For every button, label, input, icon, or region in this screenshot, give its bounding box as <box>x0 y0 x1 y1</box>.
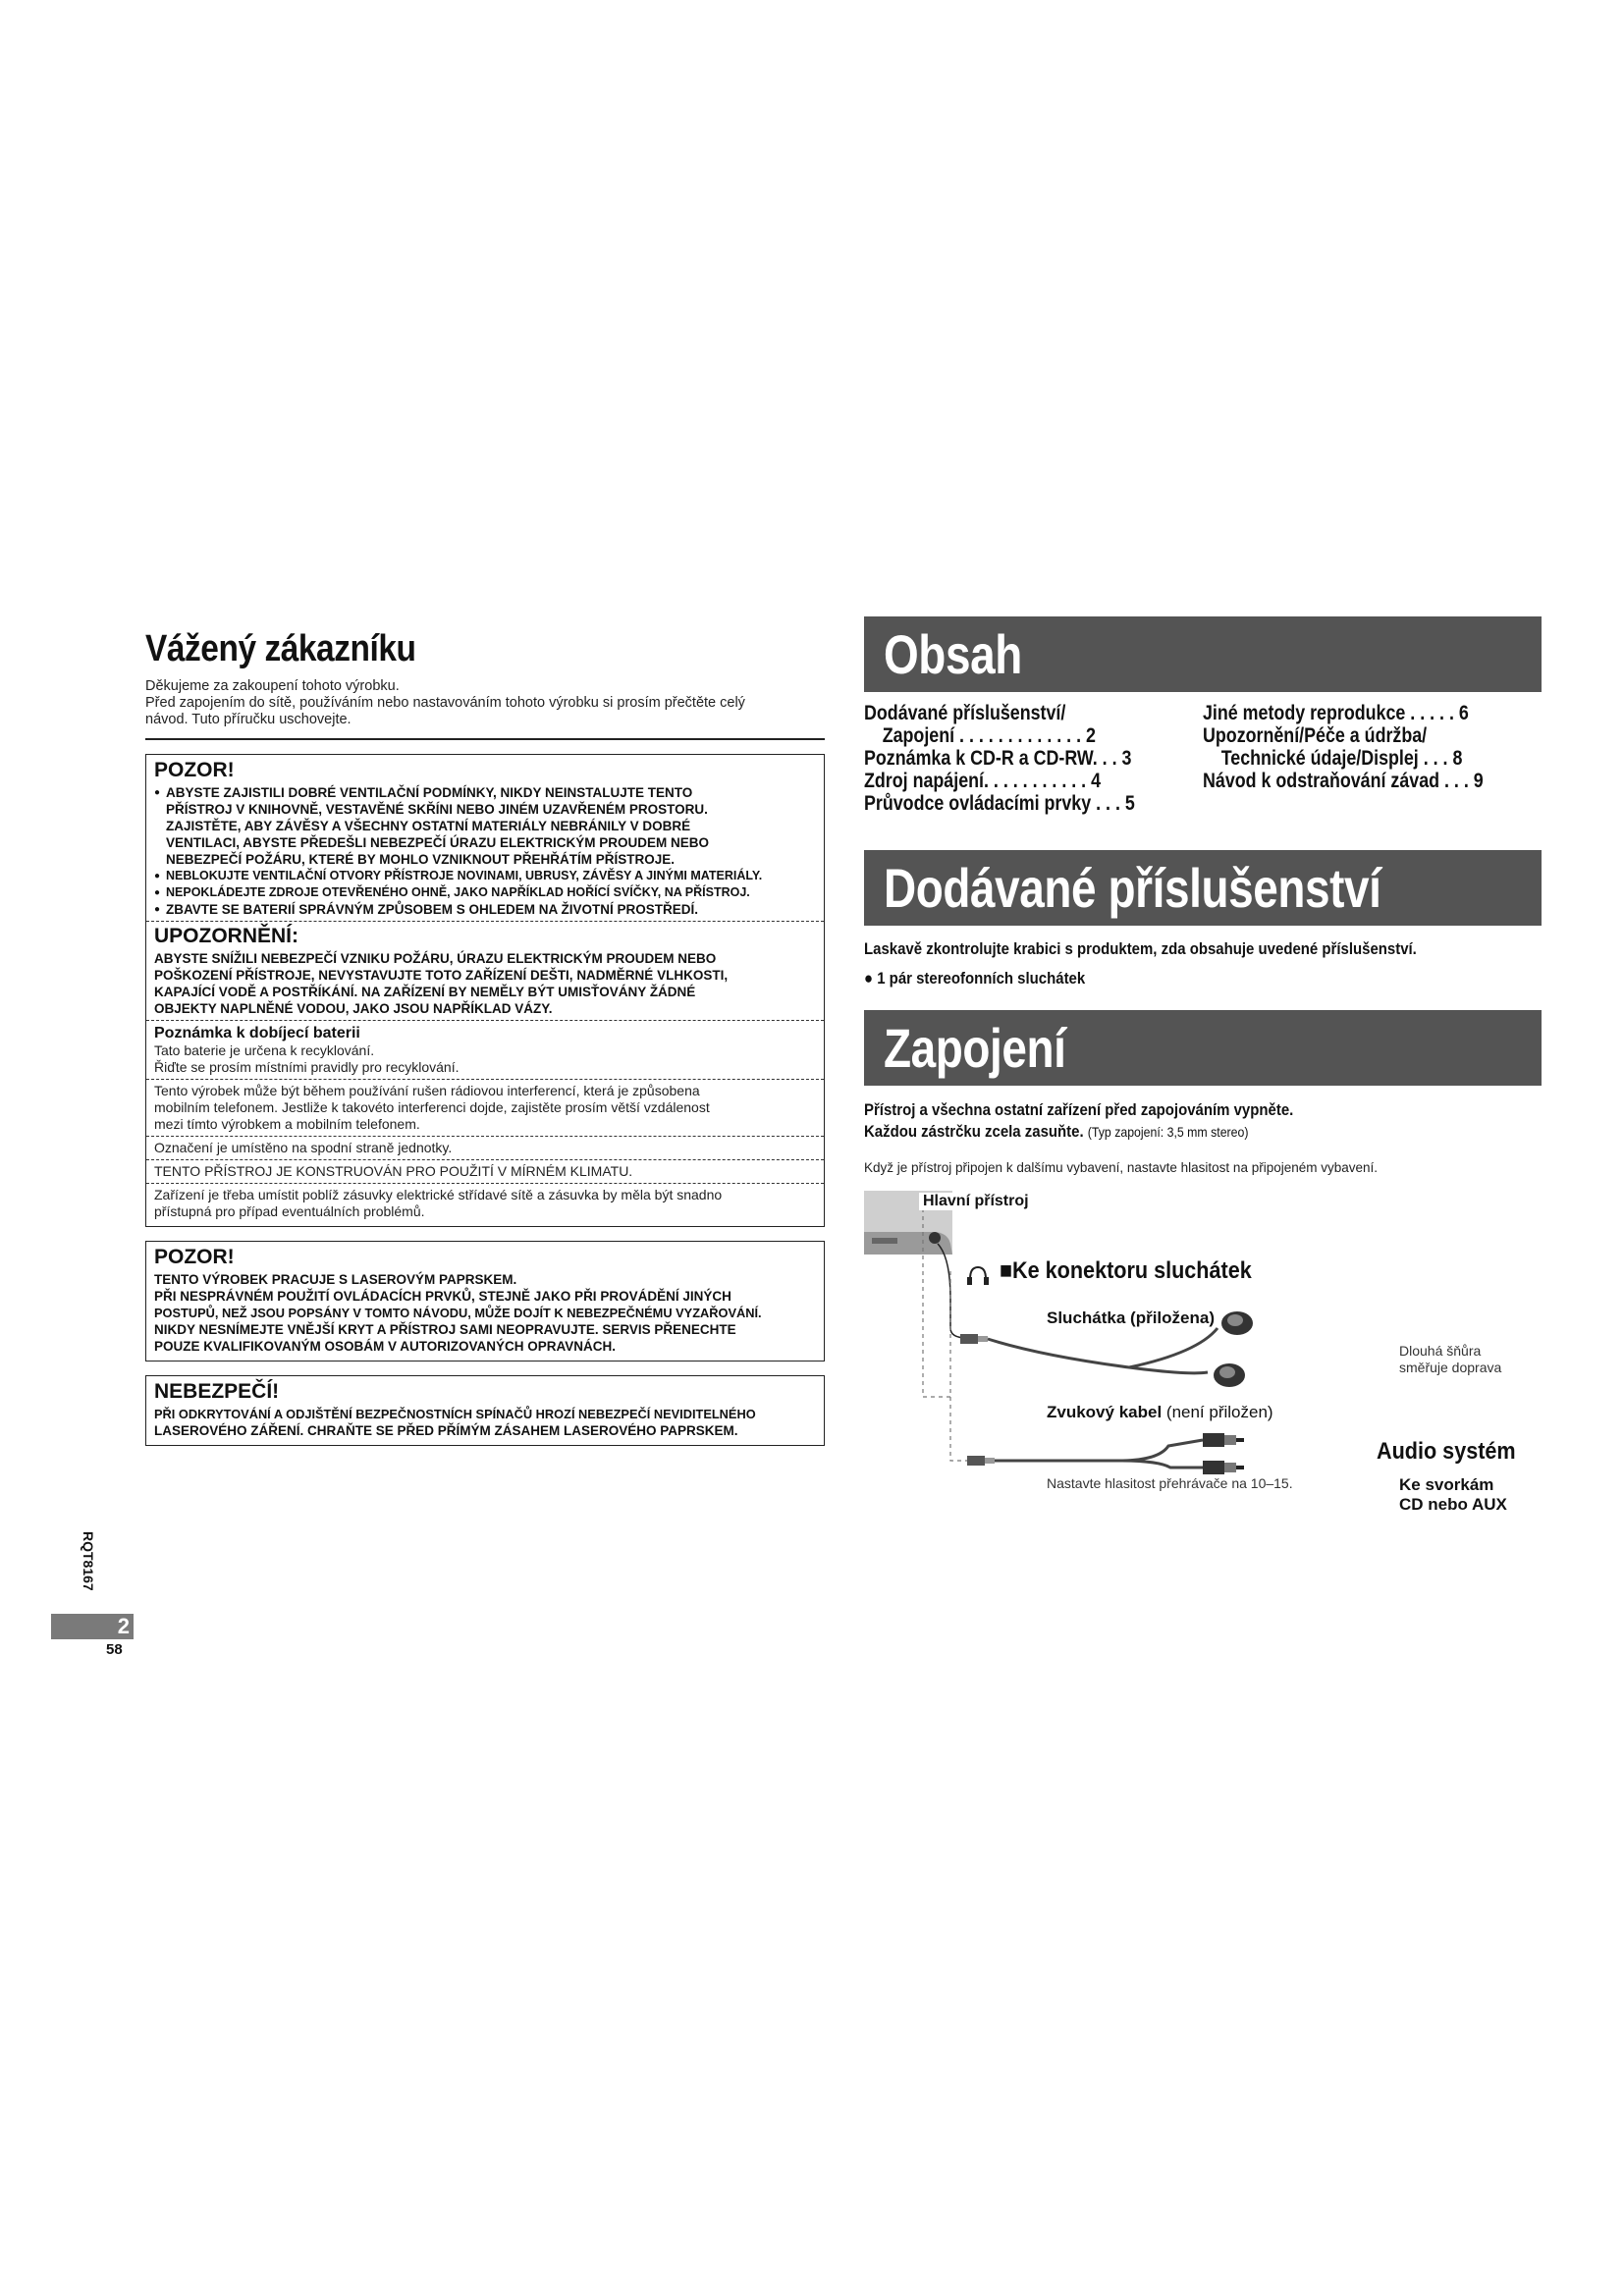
toc-entry[interactable]: Technické údaje/Displej . . . 8 <box>1220 747 1463 770</box>
dashed-divider <box>146 1183 824 1184</box>
greeting-instruction-2: návod. Tuto příručku uschovejte. <box>145 712 352 727</box>
warning-line: KAPAJÍCÍ VODĚ A POSTŘÍKÁNÍ. NA ZAŘÍZENÍ BY NEMĚLY BÝT UMISŤOVÁNY ŽÁDNÉ <box>154 985 696 999</box>
dashed-divider <box>146 1136 824 1137</box>
socket-note-line: Zařízení je třeba umístit poblíž zásuvky elektrické střídavé sítě a zásuvka by měla být snadno <box>154 1187 723 1202</box>
main-unit-label: Hlavní přístroj <box>919 1193 1033 1210</box>
contents-banner <box>864 616 1542 692</box>
audio-cable-label-note: (není přiložen) <box>1165 1403 1273 1421</box>
toc-entry[interactable]: Průvodce ovládacími prvky . . . 5 <box>864 792 1135 815</box>
interference-line: mobilním telefonem. Jestliže k takovéto interferenci dojde, zajistěte prosím větší vzdálenost <box>154 1099 710 1115</box>
battery-note-title: Poznámka k dobíjecí baterii <box>154 1025 360 1041</box>
caution-line: ZAJISTĚTE, ABY ZÁVĚSY A VŠECHNY OSTATNÍ MATERIÁLY NEBRÁNILY V DOBRÉ <box>166 819 691 833</box>
interference-line: mezi tímto výrobkem a mobilním telefonem. <box>154 1116 420 1132</box>
warning-line: POŠKOZENÍ PŘÍSTROJE, NEVYSTAVUJTE TOTO ZAŘÍZENÍ DEŠTI, NADMĚRNÉ VLHKOSTI, <box>154 968 729 983</box>
caution-bullet-ventilation <box>154 784 816 868</box>
toc-entry[interactable]: Poznámka k CD-R a CD-RW. . . 3 <box>864 747 1132 770</box>
audio-system-label: Audio systém <box>1377 1438 1516 1465</box>
accessories-text: Laskavě zkontrolujte krabici s produktem, zda obsahuje uvedené příslušenství. <box>864 939 1417 958</box>
warning-title: UPOZORNĚNÍ: <box>154 925 298 947</box>
connection-line-2 <box>864 1121 1460 1143</box>
laser-caution-line: TENTO VÝROBEK PRACUJE S LASEROVÝM PAPRSKEM. <box>154 1272 517 1287</box>
connection-diagram <box>864 1181 1542 1515</box>
battery-note-line: Tato baterie je určena k recyklování. <box>154 1042 375 1058</box>
danger-line: PŘI ODKRYTOVÁNÍ A ODJIŠTĚNÍ BEZPEČNOSTNÍCH SPÍNAČŮ HROZÍ NEBEZPEČÍ NEVIDITELNÉHO <box>154 1407 756 1421</box>
contents-title: Obsah <box>884 623 1022 685</box>
toc-entry[interactable]: Dodávané příslušenství/ <box>864 702 1066 724</box>
document-code: RQT8167 <box>81 1531 96 1591</box>
headphone-jack-label: ■Ke konektoru sluchátek <box>1000 1257 1252 1284</box>
toc-entry[interactable]: Zapojení . . . . . . . . . . . . . 2 <box>882 724 1096 747</box>
battery-note-line: Řiďte se prosím místními pravidly pro recyklování. <box>154 1059 460 1075</box>
connection-line-1: Přístroj a všechna ostatní zařízení před zapojováním vypněte. <box>864 1100 1294 1119</box>
laser-caution-line: PŘI NESPRÁVNÉM POUŽITÍ OVLÁDACÍCH PRVKŮ, STEJNĚ JAKO PŘI PROVÁDĚNÍ JINÝCH <box>154 1289 731 1304</box>
caution-title: POZOR! <box>154 759 235 781</box>
greeting-title: Vážený zákazníku <box>145 628 416 669</box>
caution-line: ● ABYSTE ZAJISTILI DOBRÉ VENTILAČNÍ PODMÍNKY, NIKDY NEINSTALUJTE TENTO <box>166 785 693 800</box>
danger-title: NEBEZPEČÍ! <box>154 1380 280 1403</box>
terminals-label-1: Ke svorkám <box>1399 1475 1494 1494</box>
marking-note: Označení je umístěno na spodní straně jednotky. <box>154 1140 453 1155</box>
connection-banner <box>864 1010 1542 1086</box>
connection-note: Když je přístroj připojen k dalšímu vybavení, nastavte hlasitost na připojeném vybavení. <box>864 1160 1379 1175</box>
laser-caution-title: POZOR! <box>154 1246 235 1268</box>
danger-line: LASEROVÉHO ZÁŘENÍ. CHRAŇTE SE PŘED PŘÍMÝM ZÁSAHEM LASEROVÉHO PAPRSKEM. <box>154 1423 738 1438</box>
greeting-instruction-1: Před zapojením do sítě, používáním nebo nastavováním tohoto výrobku si prosím přečtěte celý <box>145 695 745 711</box>
left-column <box>145 628 825 1460</box>
dashed-divider <box>146 1020 824 1021</box>
long-cord-label-1: Dlouhá šňůra <box>1399 1343 1482 1359</box>
dashed-divider <box>146 1159 824 1160</box>
caution-bullet-batteries: ● ZBAVTE SE BATERIÍ SPRÁVNÝM ZPŮSOBEM S OHLEDEM NA ŽIVOTNÍ PROSTŘEDÍ. <box>154 901 816 918</box>
climate-note: TENTO PŘÍSTROJ JE KONSTRUOVÁN PRO POUŽITÍ V MÍRNÉM KLIMATU. <box>154 1163 633 1179</box>
greeting-thanks: Děkujeme za zakoupení tohoto výrobku. <box>145 678 400 694</box>
toc-entry[interactable]: Zdroj napájení. . . . . . . . . . . 4 <box>864 770 1102 792</box>
danger-box <box>145 1375 825 1446</box>
warning-line: ABYSTE SNÍŽILI NEBEZPEČÍ VZNIKU POŽÁRU, ÚRAZU ELEKTRICKÝM PROUDEM NEBO <box>154 951 717 966</box>
toc-entry[interactable]: Upozornění/Péče a údržba/ <box>1203 724 1428 747</box>
terminals-label-2: CD nebo AUX <box>1399 1495 1507 1514</box>
toc-entry[interactable]: Návod k odstraňování závad . . . 9 <box>1203 770 1484 792</box>
connection-line-2-text: Každou zástrčku zcela zasuňte. <box>864 1122 1084 1141</box>
interference-line: Tento výrobek může být během používání rušen rádiovou interferencí, která je způsobena <box>154 1083 700 1098</box>
audio-plug-left-icon <box>967 1456 995 1466</box>
greeting-divider <box>145 738 825 740</box>
caution-box <box>145 754 825 1227</box>
audio-cable-label <box>1047 1403 1273 1422</box>
accessories-banner <box>864 850 1542 926</box>
laser-caution-box <box>145 1241 825 1362</box>
toc-column-left <box>864 702 1203 815</box>
page-number-tab: 2 <box>51 1614 134 1639</box>
caution-bullet-openings: ● NEBLOKUJTE VENTILAČNÍ OTVORY PŘÍSTROJE NOVINAMI, UBRUSY, ZÁVĚSY A JINÝMI MATERIÁLY. <box>154 868 816 884</box>
caution-line: PŘÍSTROJ V KNIHOVNĚ, VESTAVĚNÉ SKŘÍNI NEBO JINÉM UZAVŘENÉM PROSTORU. <box>166 802 708 817</box>
volume-note: Nastavte hlasitost přehrávače na 10–15. <box>1047 1475 1293 1491</box>
audio-rca-plugs-icon <box>1203 1433 1244 1474</box>
connection-title: Zapojení <box>884 1017 1066 1079</box>
caution-bullet-flames: ● NEPOKLÁDEJTE ZDROJE OTEVŘENÉHO OHNĚ, JAKO NAPŘÍKLAD HOŘÍCÍ SVÍČKY, NA PŘÍSTROJ. <box>154 884 816 901</box>
accessories-title: Dodávané příslušenství <box>884 857 1381 919</box>
laser-caution-line: NIKDY NESNÍMEJTE VNĚJŠÍ KRYT A PŘÍSTROJ SAMI NEOPRAVUJTE. SERVIS PŘENECHTE <box>154 1322 736 1337</box>
dashed-divider <box>146 921 824 922</box>
long-cord-label-2: směřuje doprava <box>1399 1360 1502 1375</box>
accessories-item-label: 1 pár stereofonních sluchátek <box>877 969 1086 988</box>
toc-entry[interactable]: Jiné metody reprodukce . . . . . 6 <box>1203 702 1469 724</box>
headphones-label: Sluchátka (přiložena) <box>1047 1308 1215 1327</box>
audio-cable-label-text: Zvukový kabel <box>1047 1403 1163 1421</box>
accessories-item: ● 1 pár stereofonních sluchátek <box>864 969 1086 988</box>
caution-line: NEBEZPEČÍ POŽÁRU, KTERÉ BY MOHLO VZNIKNOUT PŘEHŘÁTÍM PŘÍSTROJE. <box>166 852 676 867</box>
connection-line-2-note: (Typ zapojení: 3,5 mm stereo) <box>1087 1124 1249 1140</box>
connection-instructions <box>864 1099 1542 1175</box>
laser-caution-line: POUZE KVALIFIKOVANÝM OSOBÁM V AUTORIZOVANÝCH OPRAVNÁCH. <box>154 1339 617 1354</box>
caution-line: VENTILACI, ABYSTE PŘEDEŠLI NEBEZPEČÍ ÚRAZU ELEKTRICKÝM PROUDEM NEBO <box>166 835 710 850</box>
right-column <box>864 616 1542 1515</box>
table-of-contents <box>864 702 1542 815</box>
earbuds-icon <box>1214 1311 1253 1387</box>
dashed-divider <box>146 1079 824 1080</box>
headphone-plug-icon <box>960 1334 988 1344</box>
socket-note-line: přístupná pro případ eventuálních problémů. <box>154 1203 425 1219</box>
warning-line: OBJEKTY NAPLNĚNÉ VODOU, JAKO JSOU NAPŘÍKLAD VÁZY. <box>154 1001 553 1016</box>
page-sub-number: 58 <box>106 1641 123 1658</box>
laser-caution-line: POSTUPŮ, NEŽ JSOU POPSÁNY V TOMTO NÁVODU, MŮŽE DOJÍT K NEBEZPEČNÉMU VYZAŘOVÁNÍ. <box>154 1306 762 1320</box>
toc-column-right <box>1203 702 1542 815</box>
headphone-symbol-icon <box>967 1267 989 1285</box>
